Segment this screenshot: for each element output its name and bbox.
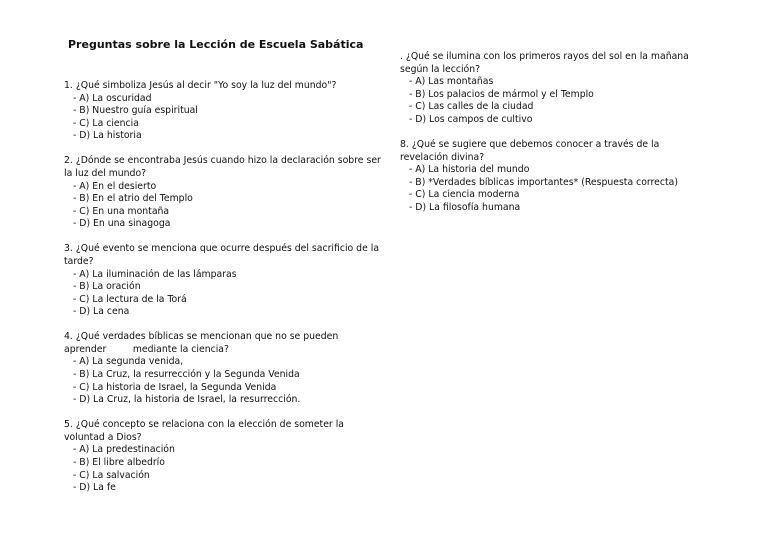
- answer-option: - A) La iluminación de las lámparas: [73, 268, 237, 280]
- question-block: [400, 139, 700, 215]
- answer-option: - B) Los palacios de mármol y el Templo: [409, 88, 594, 100]
- answer-option: - D) En una sinagoga: [73, 218, 171, 230]
- question-text: 3. ¿Qué evento se menciona que ocurre después del sacrificio de la tarde?: [64, 243, 380, 267]
- answer-option: - B) La oración: [73, 281, 141, 293]
- answer-option: - B) La Cruz, la resurrección y la Segunda Venida: [73, 369, 300, 381]
- answer-option: - A) En el desierto: [73, 180, 157, 192]
- answer-option: - D) La fe: [73, 482, 116, 494]
- answer-option: - B) *Verdades bíblicas importantes* (Respuesta correcta): [409, 176, 678, 188]
- answer-option: - D) Los campos de cultivo: [409, 113, 533, 125]
- answer-option: - D) La Cruz, la historia de Israel, la resurrección.: [73, 394, 301, 406]
- answer-option: - A) Las montañas: [409, 76, 494, 88]
- answer-option: - B) En el atrio del Templo: [73, 193, 193, 205]
- question-text: . ¿Qué se ilumina con los primeros rayos del sol en la mañana según la lección?: [400, 51, 689, 75]
- question-block: [64, 80, 384, 143]
- answer-option: - C) La lectura de la Torá: [73, 293, 187, 305]
- answer-option: - D) La historia: [73, 130, 142, 142]
- question-block: [64, 243, 384, 319]
- answer-option: - C) La salvación: [73, 469, 150, 481]
- answer-option: - A) La predestinación: [73, 444, 175, 456]
- question-text: 5. ¿Qué concepto se relaciona con la elección de someter la voluntad a Dios?: [64, 419, 344, 443]
- answer-option: - D) La cena: [73, 306, 130, 318]
- page-title: Preguntas sobre la Lección de Escuela Sabática: [68, 38, 364, 51]
- answer-option: - C) La historia de Israel, la Segunda Venida: [73, 381, 277, 393]
- answer-option: - C) En una montaña: [73, 205, 170, 217]
- question-block: [64, 419, 384, 495]
- answer-option: - A) La historia del mundo: [409, 164, 530, 176]
- right-column: [400, 51, 700, 227]
- answer-option: - C) La ciencia moderna: [409, 189, 520, 201]
- answer-option: - A) La oscuridad: [73, 92, 152, 104]
- question-text: 4. ¿Qué verdades bíblicas se mencionan que no se pueden aprender mediante la ciencia?: [64, 331, 339, 355]
- question-text: 2. ¿Dónde se encontraba Jesús cuando hizo la declaración sobre ser la luz del mundo?: [64, 155, 381, 179]
- answer-option: - C) La ciencia: [73, 117, 139, 129]
- answer-option: - C) Las calles de la ciudad: [409, 101, 534, 113]
- question-text: 8. ¿Qué se sugiere que debemos conocer a través de la revelación divina?: [400, 138, 660, 163]
- question-block: [400, 51, 700, 127]
- question-text: 1. ¿Qué simboliza Jesús al decir "Yo soy la luz del mundo"?: [64, 80, 337, 91]
- answer-option: - B) Nuestro guía espiritual: [73, 105, 198, 117]
- question-block: [64, 331, 384, 407]
- answer-option: - D) La filosofía humana: [409, 201, 521, 213]
- answer-option: - A) La segunda venida,: [73, 356, 184, 368]
- question-block: [64, 155, 384, 231]
- answer-option: - B) El libre albedrío: [73, 457, 165, 468]
- left-column: [64, 80, 384, 507]
